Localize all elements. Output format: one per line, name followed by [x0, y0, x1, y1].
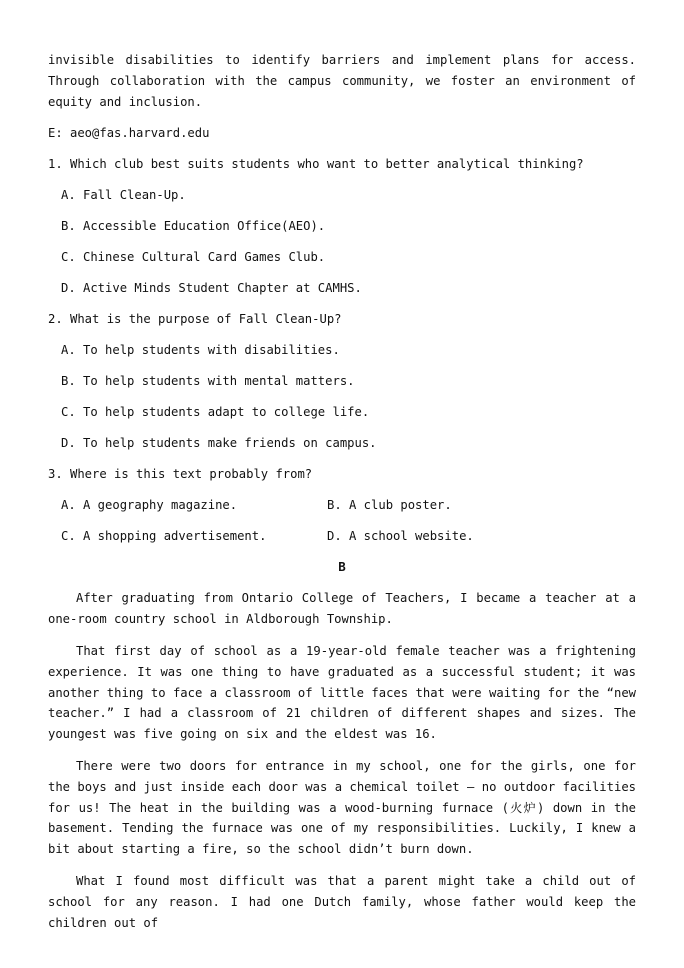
answer-option: A. Fall Clean-Up.: [61, 188, 186, 203]
passage-paragraph: After graduating from Ontario College of Teachers, I became a teacher at a one-room country school in Aldborough Township.: [48, 591, 636, 627]
answer-option: C. Chinese Cultural Card Games Club.: [61, 250, 326, 265]
answer-option: B. A club poster.: [327, 498, 452, 513]
question-stem: 3. Where is this text probably from?: [48, 467, 313, 482]
answer-option: C. To help students adapt to college life.: [61, 405, 370, 420]
question-stem: 1. Which club best suits students who want to better analytical thinking?: [48, 157, 584, 172]
passage-paragraph: There were two doors for entrance in my school, one for the girls, one for the boys and just inside each door was a chemical toilet — no outdoor facilities for us! The heat in the building was a wood-burning furnace (火炉) down in the basement. Tending the furnace was one of my responsibilities. Luckily, I knew a bit about starting a fire, so the school didn’t burn down.: [48, 758, 636, 857]
answer-option: C. A shopping advertisement.: [61, 529, 267, 544]
intro-paragraph: invisible disabilities to identify barriers and implement plans for access. Through collaboration with the campus community, we foster an environment of equity and inclusion.: [48, 53, 636, 109]
answer-option: A. To help students with disabilities.: [61, 343, 340, 358]
section-heading: B: [338, 559, 346, 575]
document-page: [48, 50, 636, 933]
answer-option: B. Accessible Education Office(AEO).: [61, 219, 326, 234]
answer-option: D. A school website.: [327, 529, 474, 544]
answer-option: D. Active Minds Student Chapter at CAMHS.: [61, 281, 362, 296]
contact-email: E: aeo@fas.harvard.edu: [48, 126, 210, 141]
question-3: [48, 464, 636, 546]
question-stem: 2. What is the purpose of Fall Clean-Up?: [48, 312, 342, 327]
passage-paragraph: What I found most difficult was that a parent might take a child out of school for any reason. I had one Dutch family, whose father would keep the children out of: [48, 873, 636, 930]
question-1: [48, 154, 636, 298]
question-2: [48, 309, 636, 453]
answer-option-row: [48, 526, 636, 546]
answer-option: B. To help students with mental matters.: [61, 374, 355, 389]
passage-paragraph: That first day of school as a 19-year-old female teacher was a frightening experience. It was one thing to have graduated as a successful student; it was another thing to face a classroom of little faces that were waiting for the “new teacher.” I had a classroom of 21 children of different shapes and sizes. The youngest was five going on six and the eldest was 16.: [48, 643, 636, 742]
answer-option-row: [48, 495, 636, 515]
answer-option: A. A geography magazine.: [61, 498, 238, 513]
answer-option: D. To help students make friends on campus.: [61, 436, 377, 451]
